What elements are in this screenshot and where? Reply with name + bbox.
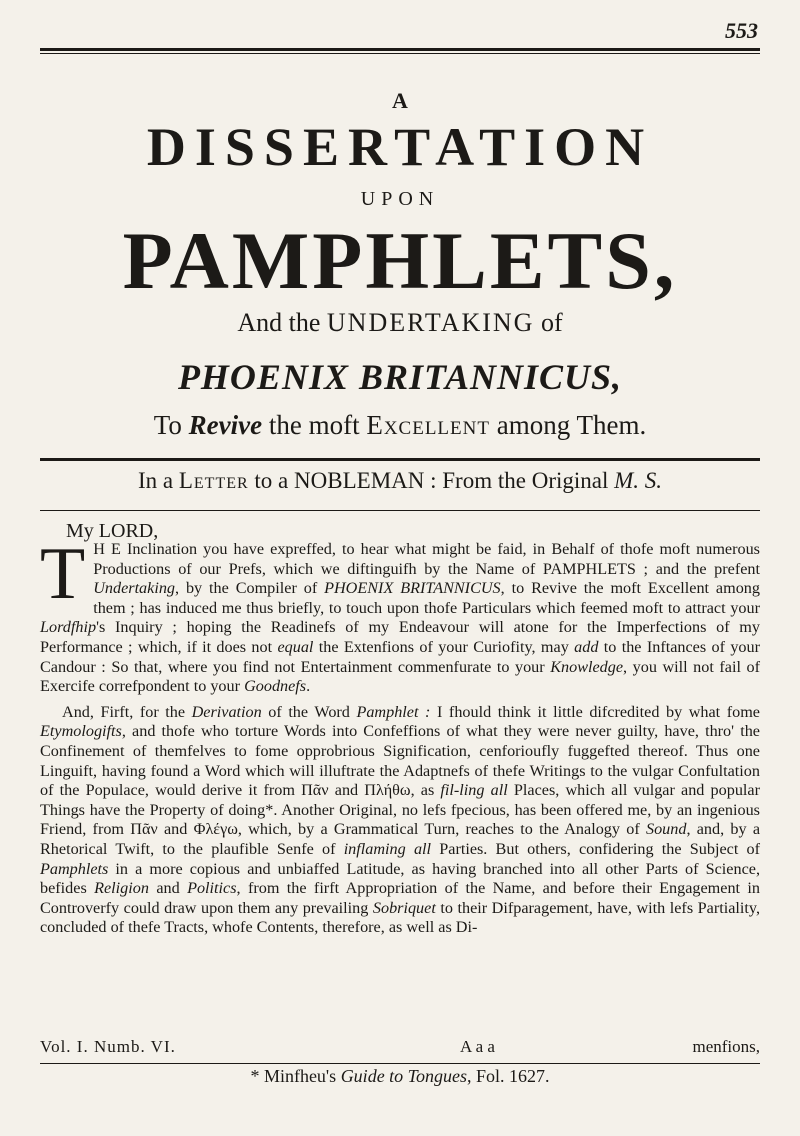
para2-run: And, Firft, for the: [62, 702, 192, 721]
title-upon: UPON: [360, 188, 440, 210]
para2-run: and: [148, 879, 188, 898]
para2-run: of the Word: [261, 702, 357, 721]
footnote-title: Guide to Tongues: [340, 1066, 468, 1086]
para1-run: Goodnefs: [244, 677, 307, 696]
subtitle-nobleman: NOBLEMAN :: [294, 468, 437, 493]
para2-run: Derivation: [191, 702, 262, 721]
para1-run: Lordfhip: [40, 618, 97, 637]
subtitle-letter: Letter: [178, 468, 249, 493]
para1-run: H E Inclination you have expreffed, to hear what might be faid, in Behalf of thofe moft numerous Productions of our Prefs, which we diftinguifh by the Name of PAMPHLETS ; and the prefent: [93, 540, 760, 578]
para2-run: Politics: [187, 879, 237, 898]
para2-run: to their Difparagement, have, with lefs Partiality, concluded of thefe Tracts, whofe Contents, therefore, as well as Di-: [40, 898, 760, 937]
title-a: A: [392, 88, 408, 113]
footnote-rest: , Fol. 1627.: [467, 1066, 550, 1086]
footnote-text: * Minfheu's: [250, 1066, 337, 1086]
para1-run: Undertaking: [93, 579, 176, 598]
paragraph-2: [40, 703, 760, 938]
para1-run: Knowledge: [550, 657, 624, 676]
title-of: of: [540, 308, 563, 337]
para1-run: equal: [277, 637, 314, 656]
para2-run: in a more copious and unbiaffed Latitude, as having branched into all other Parts of Science, befides: [40, 859, 760, 898]
subtitle-from: From the Original: [442, 468, 609, 493]
para2-run: , and thofe who torture Words into Confeffions of what they were never guilty, have, thro' the Confinement of themfelves to fome opprobrious Signification, cenforioufly fuggefted thereof. Thus one Linguift, having found a Word which will illuftrate the Adaptnefs of thefe Writings to the vulgar Confultation of the Populace, would derive it from Πᾶν and Πλήθω, as: [40, 722, 760, 800]
para2-run: Pamphlet :: [356, 702, 431, 721]
subtitle: [40, 468, 760, 494]
para1-run: PHOENIX BRITANNICUS: [324, 579, 501, 598]
subtitle-rule: [40, 510, 760, 511]
top-rule-thin: [40, 53, 760, 54]
para2-run: Religion: [94, 879, 149, 898]
para2-run: , and, by a Rhetorical Twift, to the plaufible Senfe of: [40, 820, 761, 858]
paragraph-1: [40, 533, 761, 697]
title-dissertation: DISSERTATION: [146, 117, 654, 177]
page-number: 553: [725, 18, 758, 43]
para1-run: , by the Compiler of: [175, 579, 325, 598]
title-undertaking-line: [40, 308, 760, 338]
title-revive: Revive: [188, 410, 263, 440]
para1-run: the Extenfions of your Curiofity, may: [313, 637, 575, 656]
para2-run: I fhould think it little difcredited by what fome: [430, 702, 760, 721]
para1-run: 's Inquiry ; hoping the Readinefs of my Endeavour will atone for the Imperfections of my Performance ; which, if it does not: [40, 618, 760, 656]
footnote-rule: [40, 1063, 760, 1064]
title-pamphlets: PAMPHLETS,: [122, 215, 678, 306]
para1-run: .: [306, 677, 311, 696]
para2-run: Sound: [645, 820, 687, 839]
para2-run: Parties. But others, confidering the Subject of: [431, 839, 761, 858]
para2-run: , from the firft Appropriation of the Name, and before their Engagement in Controverfy could draw upon them any prevailing: [40, 879, 760, 917]
title-and-the: And the: [237, 308, 321, 337]
para2-run: Pamphlets: [40, 859, 109, 878]
para1-run: to the Inftances of your Candour : So that, where you find not Entertainment commenfurate to your: [40, 637, 761, 676]
footnote: [40, 1066, 760, 1087]
signature-line: [40, 1037, 760, 1059]
title-excellent: Excellent: [366, 410, 490, 440]
subtitle-to-a: to a: [254, 468, 289, 493]
para1-run: , you will not fail of Exercife correfpondent to your: [40, 657, 761, 696]
title-phoenix: PHOENIX BRITANNICUS,: [177, 357, 623, 397]
para1-run: , to Revive the moft Excellent among them ; has induced me thus briefly, to touch upon thofe Particulars which feemed moft to attract your: [93, 579, 760, 617]
title-revive-line: [40, 410, 760, 441]
subtitle-in-a: In a: [137, 468, 174, 493]
letter-body: [40, 533, 761, 938]
para2-run: Places, which all vulgar and popular Things have the Property of doing*. Another Original, no lefs fpecious, has been offered me, by an ingenious Friend, from Πᾶν and Φλέγω, which, by a Grammatical Turn, reaches to the Analogy of: [40, 781, 760, 839]
title-among-them: among Them.: [496, 410, 647, 440]
para2-run: inflaming all: [343, 839, 432, 858]
paragraph-1-text: [40, 533, 761, 696]
volume-number: Vol. I. Numb. VI.: [40, 1037, 176, 1056]
para1-run: add: [574, 637, 599, 656]
drop-cap: T: [40, 533, 86, 615]
top-rule: [40, 48, 760, 51]
title-the-most: the moft: [268, 410, 360, 440]
subtitle-ms: M. S.: [614, 468, 663, 493]
salutation: My LORD,: [66, 520, 159, 542]
signature-mark: A a a: [460, 1037, 495, 1056]
title-to: To: [153, 410, 182, 440]
para2-run: Etymologifts: [40, 722, 122, 741]
para2-run: fil-ling all: [440, 781, 508, 800]
catchword: menfions,: [692, 1037, 760, 1056]
title-rule: [40, 458, 760, 461]
para2-run: Sobriquet: [372, 898, 436, 917]
title-undertaking: UNDERTAKING: [326, 308, 535, 337]
